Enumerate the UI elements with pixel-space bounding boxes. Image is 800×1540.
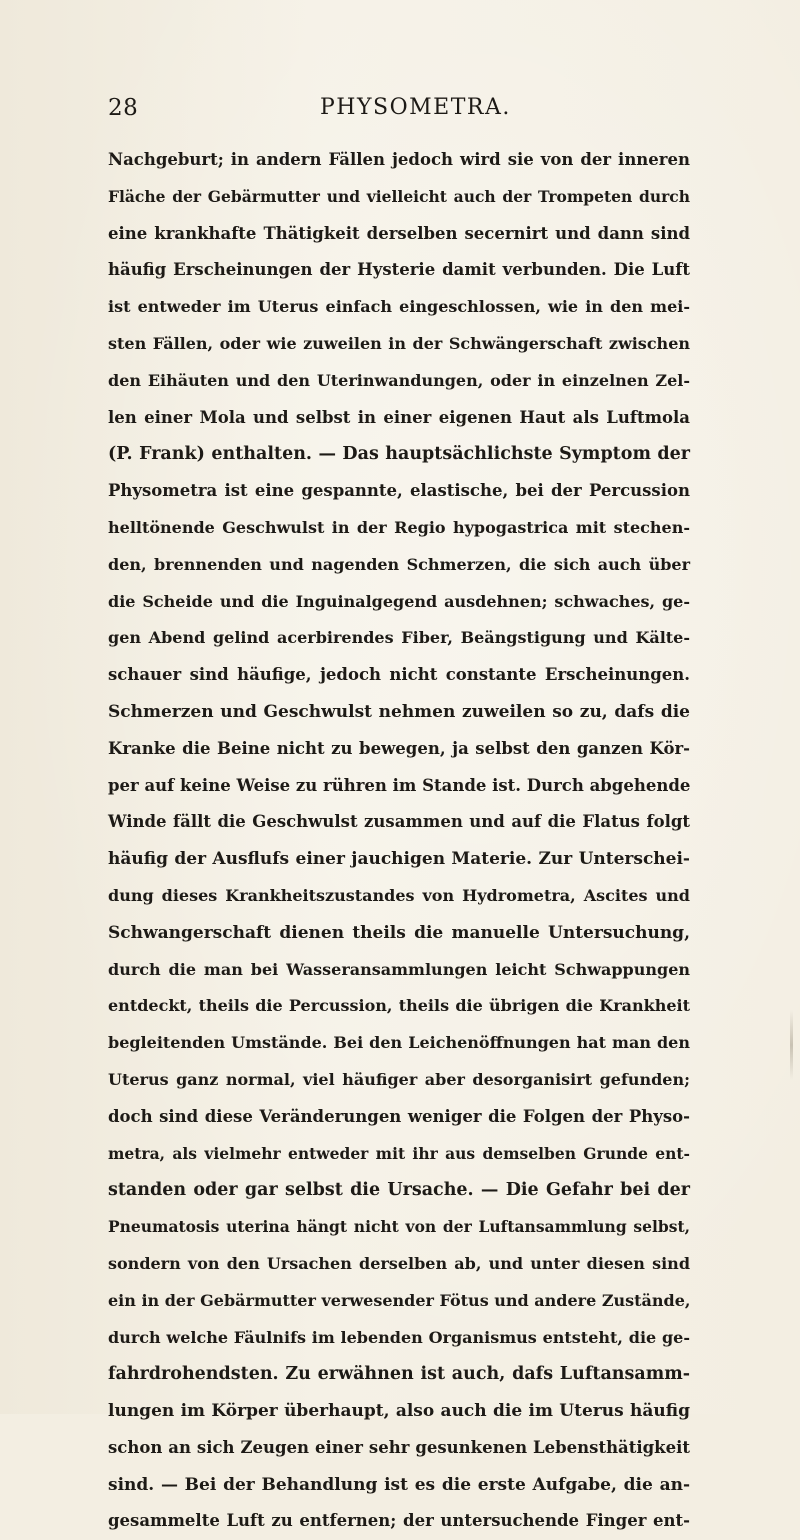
text-line: fahrdrohendsten. Zu erwähnen ist auch, dafs Luftansamm- [108, 1364, 690, 1385]
text-line: häufig der Ausflufs einer jauchigen Materie. Zur Unterschei- [108, 849, 690, 870]
text-line: gen Abend gelind acerbirendes Fiber, Beängstigung und Kälte- [108, 628, 690, 648]
text-line: ist entweder im Uterus einfach eingeschlossen, wie in den mei- [108, 297, 690, 317]
body-text [108, 142, 690, 1540]
text-line: (P. Frank) enthalten. — Das hauptsächlichste Symptom der [108, 444, 690, 465]
text-line: den Eihäuten und den Uterinwandungen, oder in einzelnen Zel- [108, 370, 690, 390]
text-line: Schwangerschaft dienen theils die manuelle Untersuchung, [108, 922, 690, 943]
text-line: durch welche Fäulnifs im lebenden Organismus entsteht, die ge- [108, 1327, 690, 1347]
page-number: 28 [108, 95, 139, 121]
text-line: ein in der Gebärmutter verwesender Fötus und andere Zustände, [108, 1290, 691, 1310]
text-line: den, brennenden und nagenden Schmerzen, die sich auch über [108, 554, 690, 574]
text-line: Nachgeburt; in andern Fällen jedoch wird sie von der inneren [108, 150, 690, 169]
text-line: begleitenden Umstände. Bei den Leichenöffnungen hat man den [108, 1033, 690, 1053]
text-line: Fläche der Gebärmutter und vielleicht auch der Trompeten durch [108, 186, 690, 206]
text-line: gesammelte Luft zu entfernen; der untersuchende Finger ent- [108, 1511, 690, 1531]
page-header [108, 95, 688, 129]
text-line: Uterus ganz normal, viel häufiger aber desorganisirt gefunden; [108, 1069, 690, 1089]
text-line: sind. — Bei der Behandlung ist es die erste Aufgabe, die an- [108, 1474, 690, 1495]
text-line: Winde fällt die Geschwulst zusammen und auf die Flatus folgt [108, 812, 690, 832]
text-line: durch die man bei Wasseransammlungen leicht Schwappungen [108, 959, 690, 979]
text-line: per auf keine Weise zu rühren im Stande ist. Durch abgehende [108, 775, 691, 795]
text-line: Schmerzen und Geschwulst nehmen zuweilen so zu, dafs die [108, 701, 690, 722]
text-line: doch sind diese Veränderungen weniger die Folgen der Physo- [108, 1106, 690, 1126]
page-edge-shadow [790, 1010, 793, 1080]
text-line: metra, als vielmehr entweder mit ihr aus demselben Grunde ent- [108, 1143, 690, 1163]
text-line: schauer sind häufige, jedoch nicht constante Erscheinungen. [108, 665, 690, 685]
text-line: sten Fällen, oder wie zuweilen in der Schwängerschaft zwischen [108, 333, 690, 353]
text-line: die Scheide und die Inguinalgegend ausdehnen; schwaches, ge- [108, 591, 690, 611]
text-line: entdeckt, theils die Percussion, theils die übrigen die Krankheit [108, 996, 690, 1016]
text-line: helltönende Geschwulst in der Regio hypogastrica mit stechen- [108, 517, 690, 537]
text-line: Physometra ist eine gespannte, elastische, bei der Percussion [108, 481, 690, 501]
text-line: Pneumatosis uterina hängt nicht von der Luftansammlung selbst, [108, 1217, 690, 1237]
text-line: lungen im Körper überhaupt, also auch die im Uterus häufig [108, 1401, 690, 1422]
text-line: Kranke die Beine nicht zu bewegen, ja selbst den ganzen Kör- [108, 738, 690, 758]
text-line: häufig Erscheinungen der Hysterie damit verbunden. Die Luft [108, 260, 690, 280]
text-line: sondern von den Ursachen derselben ab, und unter diesen sind [108, 1253, 690, 1273]
text-line: len einer Mola und selbst in einer eigenen Haut als Luftmola [108, 407, 690, 427]
text-line: dung dieses Krankheitszustandes von Hydrometra, Ascites und [108, 885, 690, 905]
text-line: standen oder gar selbst die Ursache. — Die Gefahr bei der [108, 1180, 690, 1201]
text-line: schon an sich Zeugen einer sehr gesunkenen Lebensthätigkeit [108, 1437, 690, 1457]
text-line: eine krankhafte Thätigkeit derselben secernirt und dann sind [108, 223, 690, 243]
running-head: PHYSOMETRA. [320, 95, 511, 120]
